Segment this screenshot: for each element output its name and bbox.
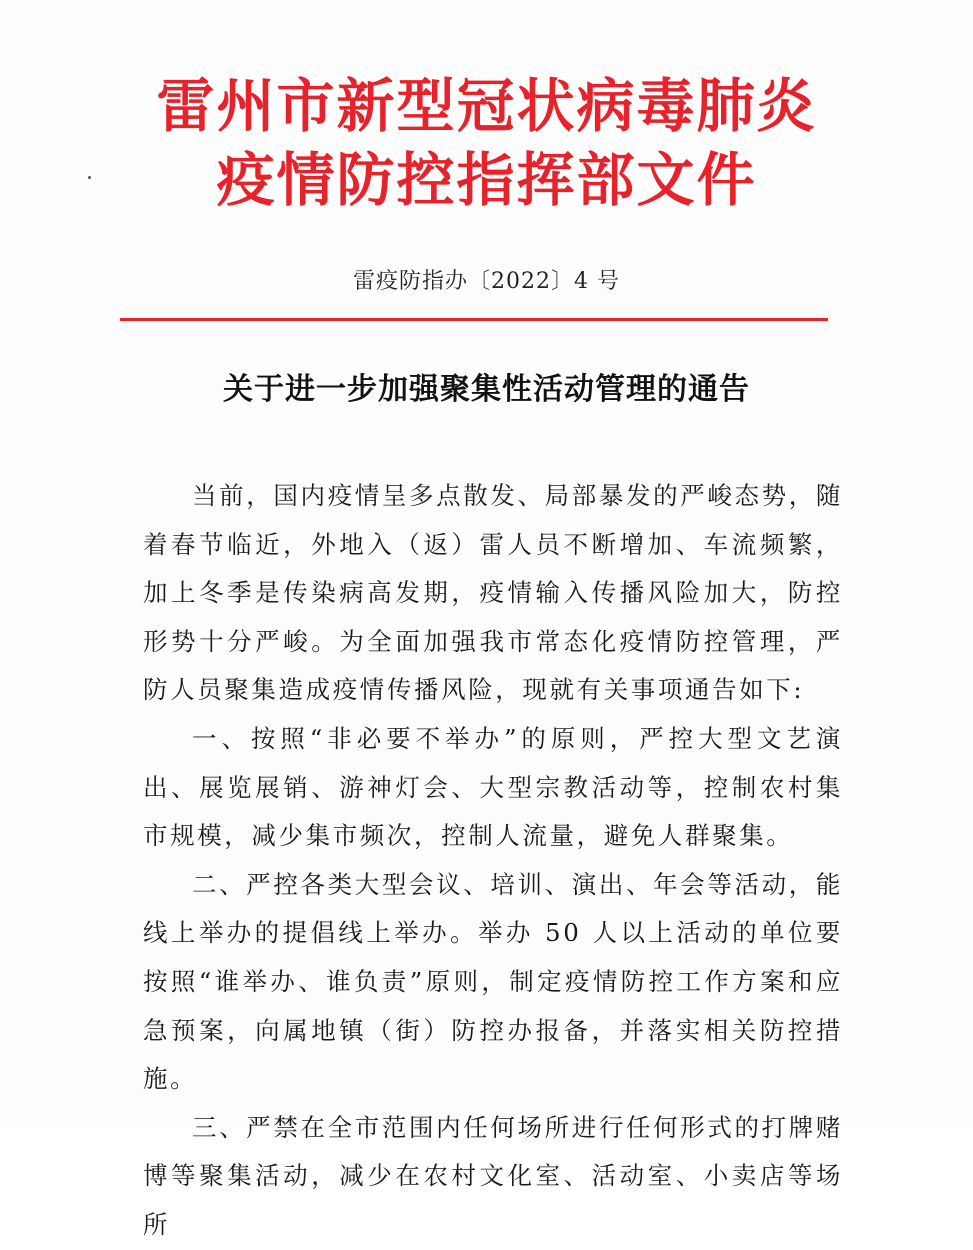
document-number: 雷疫防指办〔2022〕4 号 — [353, 269, 620, 294]
body-paragraph-item-1: 一、按照“非必要不举办”的原则，严控大型文艺演出、展览展销、游神灯会、大型宗教活动等，控制农村集市规模，减少集市频次，控制人流量，避免人群聚集。 — [143, 723, 843, 851]
header-line-2: 疫情防控指挥部文件 — [216, 146, 757, 214]
document-header — [0, 72, 973, 214]
body-paragraph-intro: 当前，国内疫情呈多点散发、局部暴发的严峻态势，随着春节临近，外地入（返）雷人员不断增加、车流频繁，加上冬季是传染病高发期，疫情输入传播风险加大，防控形势十分严峻。为全面加强我市常态化疫情防控管理，严防人员聚集造成疫情传播风险，现就有关事项通告如下: — [143, 481, 843, 705]
document-title: 关于进一步加强聚集性活动管理的通告 — [223, 372, 750, 407]
document-body — [143, 472, 843, 1250]
body-paragraph-item-3: 三、严禁在全市范围内任何场所进行任何形式的打牌赌博等聚集活动，减少在农村文化室、活动室、小卖店等场所 — [143, 1112, 843, 1239]
header-line-1: 雷州市新型冠状病毒肺炎 — [156, 72, 817, 140]
red-divider-rule — [120, 318, 828, 321]
body-paragraph-item-2: 二、严控各类大型会议、培训、演出、年会等活动，能线上举办的提倡线上举办。举办 50 人以上活动的单位要按照“谁举办、谁负责”原则，制定疫情防控工作方案和应急预案，向属地镇（街）防控办报备，并落实相关防控措施。 — [143, 869, 843, 1094]
scan-speck — [88, 176, 91, 179]
